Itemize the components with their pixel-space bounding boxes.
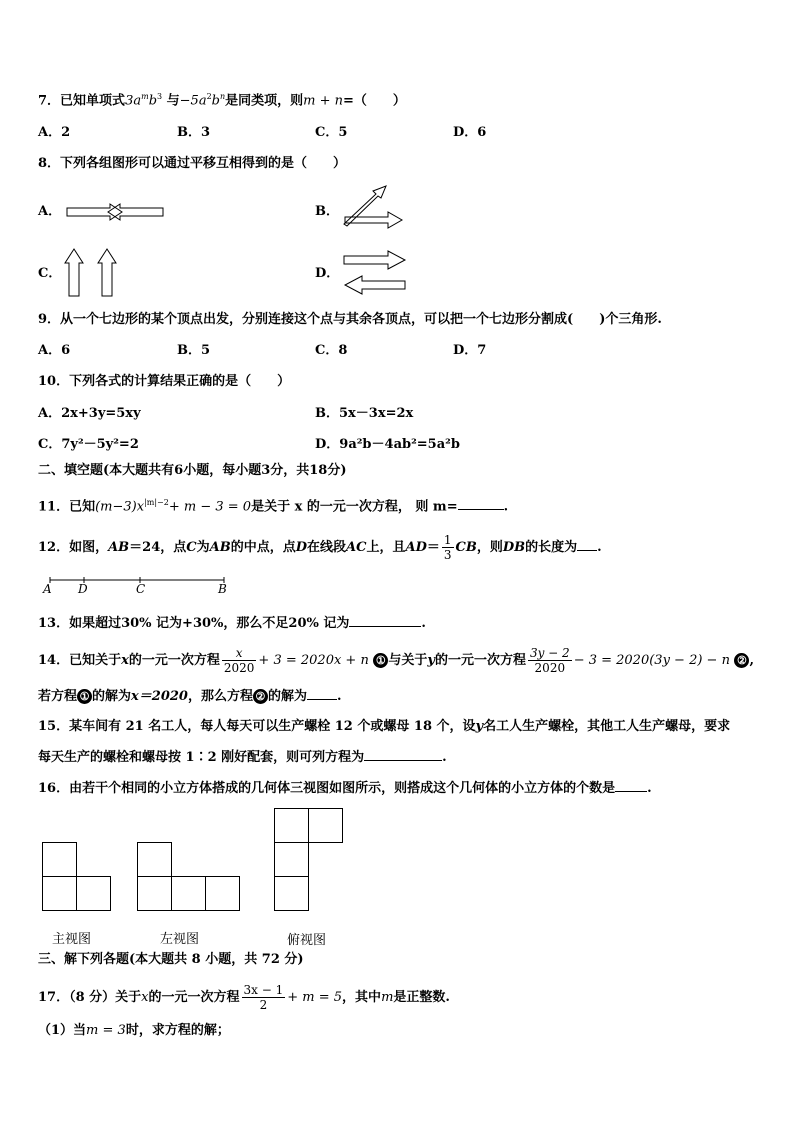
q16-top-view [274, 808, 344, 912]
q8-figure-a [66, 202, 166, 222]
q15-stem-line2: 每天生产的螺栓和螺母按 1∶2 刚好配套，则可列方程为 . [38, 750, 447, 765]
q8-stem: 8．下列各组图形可以通过平移互相得到的是（ ） [38, 156, 347, 171]
q13-stem: 13．如果超过30% 记为+30%，那么不足20% 记为 . [38, 616, 426, 631]
q10-option-c[interactable]: C．7y²－5y²=2 [38, 437, 139, 452]
q12-label-a: A [43, 582, 52, 596]
q9-option-a[interactable]: A．6 [38, 343, 71, 358]
q16-caption-front: 主视图 [52, 932, 92, 947]
q8-figure-d [342, 249, 408, 295]
q8-figure-c [64, 248, 120, 298]
q12-stem: 12．如图，AB＝24，点C为AB的中点，点D在线段AC上，且AD＝ $\frac{1}{3}$ CB，则DB的长度为 . [38, 533, 602, 562]
q7-option-d[interactable]: D．6 [453, 125, 487, 140]
q7-stem: 7．已知单项式$3a^mb^3$ 与$-5a^2b^n$是同类项，则m + n=（ ） [38, 92, 406, 109]
q12-answer-blank[interactable] [577, 538, 597, 551]
section-heading-fill-blank: 二、填空题(本大题共有6小题，每小题3分，共18分) [38, 463, 347, 478]
q15-answer-blank[interactable] [364, 748, 442, 761]
q8-figure-b [342, 183, 404, 231]
q14-answer-blank[interactable] [307, 687, 337, 700]
q16-answer-blank[interactable] [615, 779, 647, 792]
q8-option-b[interactable]: B． [315, 204, 339, 219]
q16-front-view [42, 842, 112, 912]
q14-stem-line1: 14．已知关于x的一元一次方程 $\frac{x}{2020}$ + 3 = 2020x + n ① 与关于y的一元一次方程 $\frac{3y - 2}{2020}$ − 3 = 2020(3y − 2) − n ② , [38, 646, 755, 675]
q9-option-c[interactable]: C．8 [315, 343, 348, 358]
q12-label-b: B [218, 582, 227, 596]
q10-option-a[interactable]: A．2x+3y=5xy [38, 406, 141, 421]
q16-caption-top: 俯视图 [287, 933, 327, 948]
q11-answer-blank[interactable] [458, 497, 504, 510]
q16-stem: 16．由若干个相同的小立方体搭成的几何体三视图如图所示，则搭成这个几何体的小立方体的个数是 . [38, 781, 652, 796]
q13-answer-blank[interactable] [349, 614, 421, 627]
q7-option-b[interactable]: B．3 [177, 125, 211, 140]
q14-stem-line2: 若方程 ① 的解为x＝2020，那么方程 ② 的解为 . [38, 689, 342, 704]
q8-option-a[interactable]: A． [38, 204, 62, 219]
q7-option-c[interactable]: C．5 [315, 125, 348, 140]
q8-option-d[interactable]: D． [315, 266, 340, 281]
q10-option-d[interactable]: D．9a²b－4ab²=5a²b [315, 437, 460, 452]
q15-stem-line1: 15．某车间有 21 名工人，每人每天可以生产螺栓 12 个或螺母 18 个，设y名工人生产螺栓，其他工人生产螺母，要求 [38, 719, 731, 734]
q12-label-c: C [136, 582, 146, 596]
q10-stem: 10．下列各式的计算结果正确的是（ ） [38, 374, 291, 389]
q9-option-b[interactable]: B．5 [177, 343, 211, 358]
section-heading-solve: 三、解下列各题(本大题共 8 小题，共 72 分) [38, 952, 304, 967]
q9-stem: 9．从一个七边形的某个顶点出发，分别连接这个点与其余各顶点，可以把一个七边形分割成( )个三角形. [38, 312, 662, 327]
q8-option-c[interactable]: C． [38, 266, 62, 281]
q11-stem: 11．已知$(m-3)x^{|m|-2}+ m - 3 = 0$是关于 x 的一元一次方程， 则 m= . [38, 498, 509, 515]
q9-option-d[interactable]: D．7 [453, 343, 487, 358]
q17-stem: 17．（8 分）关于x的一元一次方程 $\frac{3x - 1}{2}$ + m = 5，其中m是正整数. [38, 983, 450, 1012]
q16-caption-left: 左视图 [160, 932, 200, 947]
q16-left-view [137, 842, 241, 912]
q10-option-b[interactable]: B．5x－3x=2x [315, 406, 414, 421]
q17-sub1: （1）当m = 3时，求方程的解； [38, 1023, 230, 1038]
q12-label-d: D [78, 582, 88, 596]
q7-option-a[interactable]: A．2 [38, 125, 71, 140]
